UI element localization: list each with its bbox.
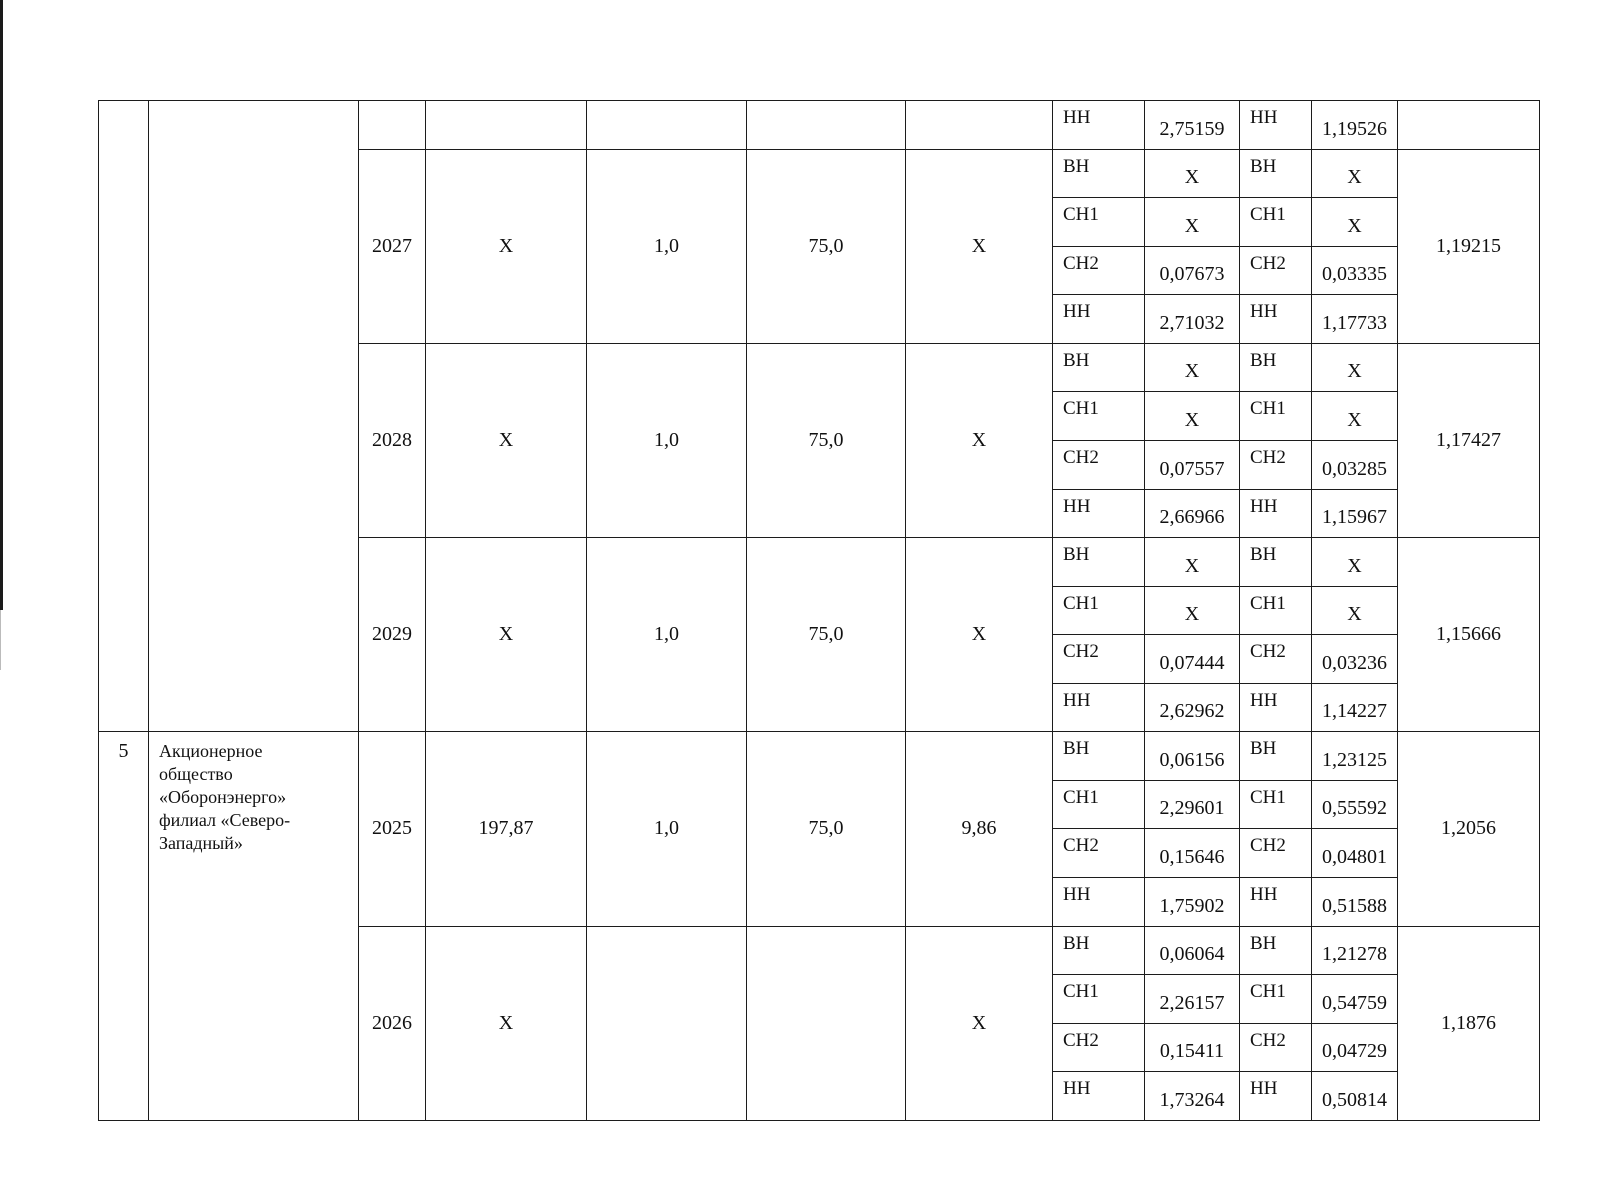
column-value-cell: 75,0 (747, 149, 906, 343)
value-cell: 1,14227 (1312, 683, 1398, 732)
value-cell: 1,73264 (1145, 1072, 1240, 1121)
voltage-level-label: СН1 (1053, 975, 1145, 1024)
voltage-level-label: НН (1240, 683, 1312, 732)
column-value-cell: X (906, 926, 1053, 1120)
empty-cell (587, 101, 747, 150)
scan-edge-mark-faint (0, 610, 1, 670)
column-value-cell: X (426, 926, 587, 1120)
value-cell: 1,75902 (1145, 878, 1240, 927)
voltage-level-label: НН (1240, 295, 1312, 344)
value-cell: 2,71032 (1145, 295, 1240, 344)
total-value-cell: 1,2056 (1398, 732, 1540, 926)
empty-cell (906, 101, 1053, 150)
column-value-cell: X (906, 538, 1053, 732)
value-cell: 0,51588 (1312, 878, 1398, 927)
row-number: 5 (99, 732, 149, 1121)
total-value-cell: 1,1876 (1398, 926, 1540, 1120)
voltage-level-label: НН (1240, 489, 1312, 538)
voltage-level-label: ВН (1053, 538, 1145, 587)
value-cell: 0,50814 (1312, 1072, 1398, 1121)
column-value-cell: X (426, 343, 587, 537)
voltage-level-label: СН2 (1240, 440, 1312, 489)
value-cell: X (1312, 538, 1398, 587)
column-value-cell: 75,0 (747, 538, 906, 732)
voltage-level-label: ВН (1240, 149, 1312, 198)
organization-name-line: филиал «Северо- (159, 810, 291, 831)
voltage-level-label: СН2 (1240, 829, 1312, 878)
voltage-level-label: НН (1053, 101, 1145, 150)
voltage-level-label: ВН (1240, 732, 1312, 781)
value-cell: X (1145, 538, 1240, 587)
value-cell: 0,15411 (1145, 1023, 1240, 1072)
year-cell: 2026 (359, 926, 426, 1120)
scan-edge-mark (0, 0, 3, 610)
voltage-level-label: СН2 (1053, 246, 1145, 295)
voltage-level-label: СН1 (1240, 975, 1312, 1024)
value-cell: 2,66966 (1145, 489, 1240, 538)
voltage-level-label: СН2 (1240, 1023, 1312, 1072)
value-cell: 2,26157 (1145, 975, 1240, 1024)
value-cell: 0,06064 (1145, 926, 1240, 975)
voltage-level-label: НН (1053, 1072, 1145, 1121)
value-cell: 0,03335 (1312, 246, 1398, 295)
table-row (99, 732, 1540, 781)
total-value-cell: 1,19215 (1398, 149, 1540, 343)
value-cell: 2,29601 (1145, 780, 1240, 829)
value-cell: 0,07444 (1145, 635, 1240, 684)
column-value-cell (587, 926, 747, 1120)
voltage-level-label: СН1 (1240, 392, 1312, 441)
value-cell: 0,03285 (1312, 440, 1398, 489)
tariff-table (98, 100, 1540, 1121)
value-cell: 0,15646 (1145, 829, 1240, 878)
value-cell: 0,03236 (1312, 635, 1398, 684)
year-cell: 2025 (359, 732, 426, 926)
organization-name (149, 732, 359, 1121)
voltage-level-label: НН (1240, 878, 1312, 927)
voltage-level-label: СН2 (1053, 1023, 1145, 1072)
column-value-cell: 75,0 (747, 343, 906, 537)
value-cell: X (1312, 343, 1398, 392)
value-cell: 1,17733 (1312, 295, 1398, 344)
empty-cell (426, 101, 587, 150)
column-value-cell: X (906, 149, 1053, 343)
column-value-cell: 1,0 (587, 538, 747, 732)
voltage-level-label: НН (1240, 1072, 1312, 1121)
value-cell: 0,06156 (1145, 732, 1240, 781)
voltage-level-label: ВН (1053, 926, 1145, 975)
voltage-level-label: НН (1053, 489, 1145, 538)
value-cell: 0,07557 (1145, 440, 1240, 489)
value-cell: 0,55592 (1312, 780, 1398, 829)
year-cell: 2027 (359, 149, 426, 343)
value-cell: X (1312, 198, 1398, 247)
value-cell: X (1145, 149, 1240, 198)
voltage-level-label: СН1 (1240, 780, 1312, 829)
value-cell: 1,15967 (1312, 489, 1398, 538)
organization-name-line: Западный» (159, 833, 243, 854)
value-cell: X (1312, 392, 1398, 441)
value-cell: X (1145, 392, 1240, 441)
value-cell: X (1145, 586, 1240, 635)
year-cell-empty (359, 101, 426, 150)
voltage-level-label: ВН (1240, 538, 1312, 587)
value-cell: X (1312, 586, 1398, 635)
column-value-cell: X (426, 149, 587, 343)
value-cell: X (1312, 149, 1398, 198)
value-cell: 0,07673 (1145, 246, 1240, 295)
organization-name-line: общество (159, 764, 233, 785)
value-cell: X (1145, 343, 1240, 392)
voltage-level-label: ВН (1053, 149, 1145, 198)
value-cell: 1,19526 (1312, 101, 1398, 150)
number-cell-empty (99, 101, 149, 732)
value-cell: 1,21278 (1312, 926, 1398, 975)
voltage-level-label: СН1 (1240, 586, 1312, 635)
voltage-level-label: ВН (1240, 343, 1312, 392)
voltage-level-label: НН (1053, 878, 1145, 927)
table-row (99, 101, 1540, 150)
value-cell: 2,75159 (1145, 101, 1240, 150)
empty-cell (747, 101, 906, 150)
column-value-cell: 75,0 (747, 732, 906, 926)
voltage-level-label: ВН (1053, 732, 1145, 781)
voltage-level-label: СН1 (1053, 198, 1145, 247)
voltage-level-label: НН (1053, 295, 1145, 344)
value-cell: 2,62962 (1145, 683, 1240, 732)
column-value-cell: 1,0 (587, 732, 747, 926)
year-cell: 2028 (359, 343, 426, 537)
total-value-cell: 1,17427 (1398, 343, 1540, 537)
voltage-level-label: СН1 (1053, 780, 1145, 829)
voltage-level-label: СН2 (1053, 440, 1145, 489)
total-value-cell: 1,15666 (1398, 538, 1540, 732)
organization-cell-empty (149, 101, 359, 732)
year-cell: 2029 (359, 538, 426, 732)
value-cell: 0,04729 (1312, 1023, 1398, 1072)
voltage-level-label: СН1 (1053, 392, 1145, 441)
voltage-level-label: НН (1053, 683, 1145, 732)
empty-cell (1398, 101, 1540, 150)
organization-name-line: Акционерное (159, 741, 263, 762)
column-value-cell: X (906, 343, 1053, 537)
voltage-level-label: СН1 (1053, 586, 1145, 635)
voltage-level-label: ВН (1240, 926, 1312, 975)
value-cell: 1,23125 (1312, 732, 1398, 781)
column-value-cell: 1,0 (587, 149, 747, 343)
voltage-level-label: ВН (1053, 343, 1145, 392)
column-value-cell: X (426, 538, 587, 732)
voltage-level-label: НН (1240, 101, 1312, 150)
value-cell: 0,04801 (1312, 829, 1398, 878)
voltage-level-label: СН1 (1240, 198, 1312, 247)
column-value-cell: 9,86 (906, 732, 1053, 926)
voltage-level-label: СН2 (1240, 635, 1312, 684)
column-value-cell (747, 926, 906, 1120)
organization-name-line: «Оборонэнерго» (159, 787, 287, 808)
voltage-level-label: СН2 (1053, 829, 1145, 878)
value-cell: X (1145, 198, 1240, 247)
voltage-level-label: СН2 (1053, 635, 1145, 684)
voltage-level-label: СН2 (1240, 246, 1312, 295)
column-value-cell: 1,0 (587, 343, 747, 537)
column-value-cell: 197,87 (426, 732, 587, 926)
value-cell: 0,54759 (1312, 975, 1398, 1024)
